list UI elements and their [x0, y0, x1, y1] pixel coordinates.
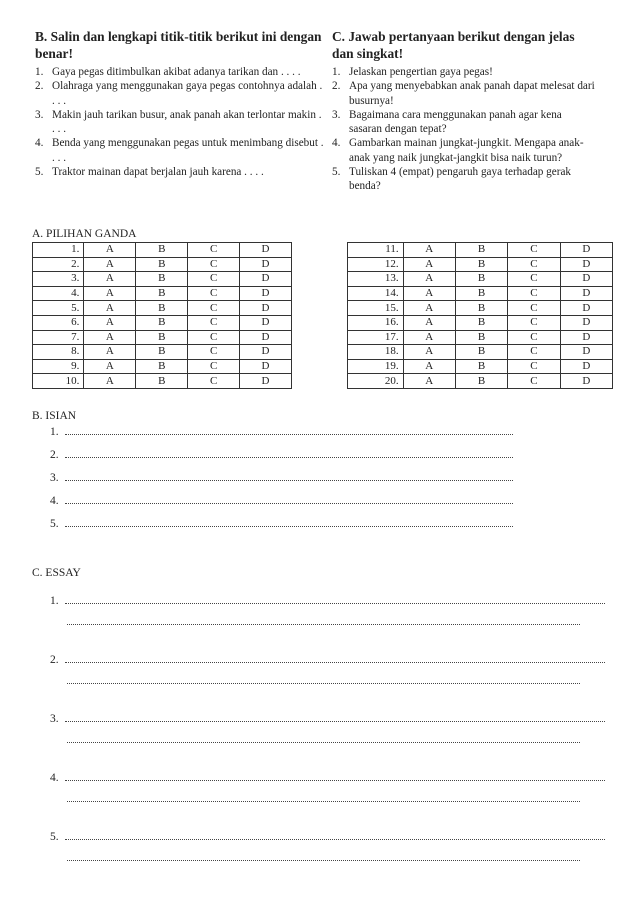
table-row: [348, 330, 613, 345]
isian-answer-line[interactable]: [50, 495, 513, 507]
table-row: [33, 257, 292, 272]
dotted-answer-line[interactable]: [65, 433, 513, 435]
option-a[interactable]: A: [403, 301, 455, 316]
question-number: 16.: [348, 315, 404, 330]
dotted-answer-line[interactable]: [65, 720, 605, 722]
option-c[interactable]: C: [188, 286, 240, 301]
isian-answer-line[interactable]: [50, 449, 513, 461]
essay-number: 4.: [50, 772, 59, 784]
option-c[interactable]: C: [508, 345, 560, 360]
option-d[interactable]: D: [560, 272, 612, 287]
option-d[interactable]: D: [240, 315, 292, 330]
section-b-heading: B. Salin dan lengkapi titik-titik berikut ini dengan benar!: [35, 29, 322, 61]
isian-answer-line[interactable]: [50, 472, 513, 484]
option-a[interactable]: A: [84, 243, 136, 258]
option-a[interactable]: A: [84, 257, 136, 272]
table-row: [33, 301, 292, 316]
table-row: [33, 374, 292, 389]
list-item: 1. Gaya pegas ditimbulkan akibat adanya tarikan dan . . . .: [35, 66, 301, 78]
option-a[interactable]: A: [84, 286, 136, 301]
dotted-answer-line[interactable]: [67, 800, 580, 802]
option-a[interactable]: A: [403, 286, 455, 301]
option-b[interactable]: B: [455, 243, 507, 258]
list-item: 5. Tuliskan 4 (empat) pengaruh gaya terhadap gerak benda?: [332, 166, 572, 193]
question-number: 9.: [33, 359, 84, 374]
question-number: 7.: [33, 330, 84, 345]
essay-number: 5.: [50, 831, 59, 843]
option-d[interactable]: D: [240, 330, 292, 345]
option-d[interactable]: D: [560, 374, 612, 389]
table-row: [348, 257, 613, 272]
option-d[interactable]: D: [240, 272, 292, 287]
option-a[interactable]: A: [84, 301, 136, 316]
option-d[interactable]: D: [560, 345, 612, 360]
option-a[interactable]: A: [403, 315, 455, 330]
essay-answer[interactable]: [50, 772, 605, 805]
question-number: 2.: [33, 257, 84, 272]
table-row: [33, 286, 292, 301]
essay-answer[interactable]: [50, 713, 605, 746]
option-b[interactable]: B: [455, 301, 507, 316]
option-d[interactable]: D: [240, 257, 292, 272]
table-row: [348, 374, 613, 389]
question-number: 13.: [348, 272, 404, 287]
dotted-answer-line[interactable]: [65, 602, 605, 604]
section-c-list: [332, 65, 597, 194]
option-b[interactable]: B: [136, 243, 188, 258]
option-a[interactable]: A: [84, 359, 136, 374]
option-c[interactable]: C: [188, 301, 240, 316]
essay-answer[interactable]: [50, 831, 605, 864]
dotted-answer-line[interactable]: [65, 479, 513, 481]
option-c[interactable]: C: [188, 272, 240, 287]
essay-number: 3.: [50, 713, 59, 725]
isian-number: 1.: [50, 426, 59, 438]
dotted-answer-line[interactable]: [65, 502, 513, 504]
option-b[interactable]: B: [136, 286, 188, 301]
answer-table-left: [32, 242, 292, 389]
option-b[interactable]: B: [455, 359, 507, 374]
option-c[interactable]: C: [188, 243, 240, 258]
question-number: 4.: [33, 286, 84, 301]
option-d[interactable]: D: [240, 301, 292, 316]
option-c[interactable]: C: [508, 272, 560, 287]
isian-number: 5.: [50, 518, 59, 530]
option-c[interactable]: C: [508, 243, 560, 258]
question-number: 15.: [348, 301, 404, 316]
question-number: 12.: [348, 257, 404, 272]
essay-number: 1.: [50, 595, 59, 607]
option-c[interactable]: C: [188, 345, 240, 360]
dotted-answer-line[interactable]: [67, 623, 580, 625]
question-number: 5.: [33, 301, 84, 316]
isian-label: B. ISIAN: [32, 410, 77, 422]
option-a[interactable]: A: [403, 243, 455, 258]
list-item: 4. Gambarkan mainan jungkat-jungkit. Mengapa anak-anak yang naik jungkat-jangkit bisa naik turun?: [332, 137, 584, 164]
table-row: [348, 272, 613, 287]
option-d[interactable]: D: [240, 345, 292, 360]
question-number: 18.: [348, 345, 404, 360]
table-row: [348, 315, 613, 330]
option-d[interactable]: D: [560, 315, 612, 330]
table-row: [33, 345, 292, 360]
table-row: [33, 330, 292, 345]
option-b[interactable]: B: [136, 345, 188, 360]
option-a[interactable]: A: [84, 374, 136, 389]
option-d[interactable]: D: [560, 301, 612, 316]
option-c[interactable]: C: [188, 359, 240, 374]
option-d[interactable]: D: [240, 286, 292, 301]
table-row: [33, 315, 292, 330]
table-row: [348, 286, 613, 301]
option-a[interactable]: A: [403, 359, 455, 374]
option-d[interactable]: D: [240, 359, 292, 374]
option-b[interactable]: B: [136, 272, 188, 287]
isian-answer-line[interactable]: [50, 518, 513, 530]
option-b[interactable]: B: [136, 301, 188, 316]
option-d[interactable]: D: [560, 359, 612, 374]
option-a[interactable]: A: [84, 272, 136, 287]
table-row: [348, 243, 613, 258]
option-d[interactable]: D: [240, 374, 292, 389]
section-c-heading: C. Jawab pertanyaan berikut dengan jelas dan singkat!: [332, 29, 575, 61]
option-c[interactable]: C: [508, 374, 560, 389]
dotted-answer-line[interactable]: [67, 682, 580, 684]
option-c[interactable]: C: [188, 330, 240, 345]
answer-table-right: [347, 242, 613, 389]
option-c[interactable]: C: [188, 315, 240, 330]
list-item: 2. Olahraga yang menggunakan gaya pegas contohnya adalah . . . .: [35, 80, 323, 107]
section-b-list: [35, 65, 327, 179]
option-b[interactable]: B: [136, 257, 188, 272]
list-item: 2. Apa yang menyebabkan anak panah dapat melesat dari busurnya!: [332, 80, 595, 107]
option-b[interactable]: B: [455, 315, 507, 330]
dotted-answer-line[interactable]: [65, 838, 605, 840]
option-b[interactable]: B: [136, 359, 188, 374]
table-row: [348, 345, 613, 360]
pilihan-ganda-label: A. PILIHAN GANDA: [32, 228, 137, 240]
option-d[interactable]: D: [560, 257, 612, 272]
isian-number: 2.: [50, 449, 59, 461]
question-number: 20.: [348, 374, 404, 389]
dotted-answer-line[interactable]: [65, 661, 605, 663]
option-b[interactable]: B: [136, 374, 188, 389]
dotted-answer-line[interactable]: [67, 859, 580, 861]
option-a[interactable]: A: [403, 330, 455, 345]
option-b[interactable]: B: [455, 374, 507, 389]
option-d[interactable]: D: [560, 330, 612, 345]
question-number: 8.: [33, 345, 84, 360]
option-b[interactable]: B: [136, 330, 188, 345]
dotted-answer-line[interactable]: [65, 779, 605, 781]
option-b[interactable]: B: [136, 315, 188, 330]
isian-number: 4.: [50, 495, 59, 507]
option-a[interactable]: A: [403, 345, 455, 360]
option-c[interactable]: C: [508, 301, 560, 316]
option-c[interactable]: C: [508, 257, 560, 272]
option-c[interactable]: C: [188, 257, 240, 272]
option-d[interactable]: D: [560, 243, 612, 258]
essay-number: 2.: [50, 654, 59, 666]
option-b[interactable]: B: [455, 286, 507, 301]
section-b-questions: [35, 28, 327, 179]
question-number: 1.: [33, 243, 84, 258]
list-item: 4. Benda yang menggunakan pegas untuk menimbang disebut . . . .: [35, 137, 324, 164]
option-a[interactable]: A: [84, 315, 136, 330]
question-number: 6.: [33, 315, 84, 330]
essay-answer[interactable]: [50, 595, 605, 628]
isian-answer-line[interactable]: [50, 426, 513, 438]
isian-number: 3.: [50, 472, 59, 484]
option-c[interactable]: C: [508, 359, 560, 374]
option-c[interactable]: C: [508, 286, 560, 301]
list-item: 3. Makin jauh tarikan busur, anak panah akan terlontar makin . . . .: [35, 108, 322, 136]
section-c-questions: [332, 28, 597, 194]
option-d[interactable]: D: [560, 286, 612, 301]
option-b[interactable]: B: [455, 272, 507, 287]
dotted-answer-line[interactable]: [65, 456, 513, 458]
option-a[interactable]: A: [403, 374, 455, 389]
dotted-answer-line[interactable]: [65, 525, 513, 527]
list-item: 5. Traktor mainan dapat berjalan jauh karena . . . .: [35, 166, 264, 179]
table-row: [33, 243, 292, 258]
dotted-answer-line[interactable]: [67, 741, 580, 743]
question-number: 11.: [348, 243, 404, 258]
option-a[interactable]: A: [403, 272, 455, 287]
question-number: 19.: [348, 359, 404, 374]
table-row: [33, 359, 292, 374]
option-c[interactable]: C: [508, 330, 560, 345]
essay-label: C. ESSAY: [32, 567, 81, 579]
question-number: 3.: [33, 272, 84, 287]
option-c[interactable]: C: [508, 315, 560, 330]
option-b[interactable]: B: [455, 257, 507, 272]
question-number: 14.: [348, 286, 404, 301]
option-a[interactable]: A: [84, 330, 136, 345]
table-row: [348, 359, 613, 374]
list-item: 1. Jelaskan pengertian gaya pegas!: [332, 66, 493, 78]
list-item: 3. Bagaimana cara menggunakan panah agar kena sasaran dengan tepat?: [332, 108, 562, 136]
option-d[interactable]: D: [240, 243, 292, 258]
question-number: 17.: [348, 330, 404, 345]
essay-answer[interactable]: [50, 654, 605, 687]
table-row: [348, 301, 613, 316]
option-b[interactable]: B: [455, 345, 507, 360]
option-a[interactable]: A: [403, 257, 455, 272]
option-b[interactable]: B: [455, 330, 507, 345]
option-c[interactable]: C: [188, 374, 240, 389]
table-row: [33, 272, 292, 287]
question-number: 10.: [33, 374, 84, 389]
option-a[interactable]: A: [84, 345, 136, 360]
